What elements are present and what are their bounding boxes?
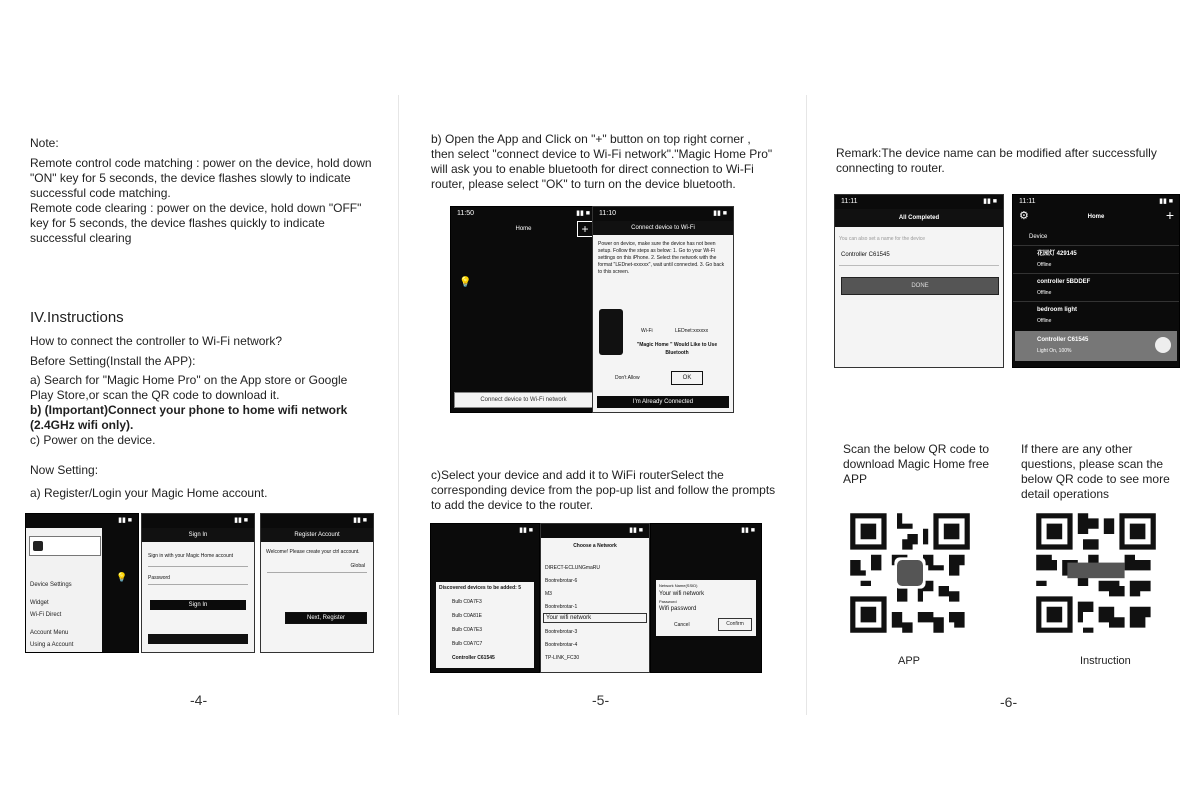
- page-4: [20, 90, 396, 720]
- register-button[interactable]: Next, Register: [285, 612, 367, 624]
- remark-text: Remark:The device name can be modified after successfully connecting to router.: [836, 146, 1157, 175]
- device-item[interactable]: Bulb C0A81E: [452, 613, 483, 619]
- page-5: [420, 90, 780, 720]
- account-box[interactable]: [29, 536, 101, 556]
- all-completed-title: All Completed: [835, 209, 1003, 227]
- before-setting: Before Setting(Install the APP):: [30, 354, 196, 368]
- page-number: -4-: [190, 692, 208, 708]
- home-title: Home: [515, 226, 532, 232]
- status-bar: 11:50 ▮▮ ■: [451, 207, 596, 221]
- step-a: a) Search for "Magic Home Pro" on the App store or Google Play Store,or scan the QR code to download it.: [30, 373, 348, 402]
- status-bar: 11:11 ▮▮ ■: [835, 195, 1003, 209]
- network-item-selected[interactable]: Your wifi network: [543, 613, 647, 623]
- device-item[interactable]: Bulb C0A7C7: [452, 641, 483, 647]
- menu-item[interactable]: Widget: [30, 600, 49, 606]
- dont-allow-button[interactable]: Don't Allow: [615, 375, 640, 381]
- status-bar: ▮▮ ■: [431, 524, 539, 538]
- status-bar: ▮▮ ■: [142, 514, 254, 528]
- menu-item[interactable]: Account Menu: [30, 630, 69, 636]
- page-fold: [806, 95, 807, 715]
- menu-item[interactable]: Device Settings: [30, 582, 72, 588]
- discovered-title: Discovered devices to be added: 5: [439, 585, 521, 591]
- step-c: c) Power on the device.: [30, 433, 156, 447]
- connect-instructions: Power on device, make sure the device has not been setup. Follow the steps as below: 1. Go to your Wi-Fi settings on this iPhone. 2. Select the network with the format "LEDnet-xxxxxx", wait until connected. 3. Go back to this screen.: [598, 241, 725, 275]
- ok-button[interactable]: OK: [671, 371, 703, 385]
- connect-title: Connect device to Wi-Fi: [593, 221, 733, 235]
- remote-match-text: Remote control code matching : power on the device, hold down "ON" key for 5 seconds, the device flashes slowly to indicate successful code matching.: [30, 156, 372, 200]
- power-icon[interactable]: [1155, 337, 1171, 353]
- bluetooth-prompt: "Magic Home " Would Like to Use Bluetooth: [636, 342, 718, 356]
- device-row[interactable]: controller 5BDDEF Offline: [1013, 273, 1179, 302]
- device-item[interactable]: Controller C61545: [452, 655, 495, 661]
- register-welcome: Welcome! Please create your ctrl account.: [266, 549, 360, 555]
- network-item[interactable]: M3: [545, 591, 552, 597]
- menu-item[interactable]: Wi-Fi Direct: [30, 612, 62, 618]
- bottom-bar: [148, 634, 248, 644]
- status-bar: 11:10 ▮▮ ■: [593, 207, 733, 221]
- page-fold: [398, 95, 399, 715]
- qr-app-text: Scan the below QR code to download Magic Home free APP: [843, 442, 990, 486]
- email-field[interactable]: [148, 566, 248, 567]
- cancel-button[interactable]: Cancel: [674, 622, 690, 628]
- status-bar: ▮▮ ■: [541, 524, 649, 538]
- status-bar: ▮▮ ■: [651, 524, 761, 538]
- register-screenshot: [260, 513, 374, 653]
- discovered-screenshot: [430, 523, 540, 673]
- done-button[interactable]: DONE: [841, 277, 999, 295]
- connect-screenshot: [592, 206, 734, 413]
- rename-hint: You can also set a name for the device: [839, 236, 925, 242]
- phone-illustration: [599, 309, 623, 355]
- remote-clear-text: Remote code clearing : power on the device, hold down "OFF" key for 5 seconds, the device flashes quickly to indicate successful clearing: [30, 201, 362, 245]
- phone-field[interactable]: [267, 572, 367, 573]
- discovered-popup: [436, 582, 534, 668]
- network-item[interactable]: Bootrebrotar-4: [545, 642, 578, 648]
- home-screenshot: [450, 206, 597, 413]
- device-row[interactable]: 花园灯 429145 Offline: [1013, 245, 1179, 274]
- ssid-label: LEDnet:xxxxxx: [675, 328, 709, 334]
- choose-network-title: Choose a Network: [573, 543, 617, 549]
- sign-in-title: Sign In: [142, 528, 254, 542]
- now-setting: Now Setting:: [30, 463, 99, 477]
- wifi-label: Wi-Fi: [641, 328, 653, 334]
- device-row-active[interactable]: Controller C61545 Light On, 100%: [1015, 331, 1177, 361]
- bulb-icon: 💡: [116, 572, 128, 582]
- password-heading: Password: [659, 599, 677, 604]
- note-heading: Note:: [30, 136, 59, 150]
- connect-device-button[interactable]: Connect device to Wi-Fi network: [454, 392, 593, 408]
- plus-icon[interactable]: +: [577, 221, 593, 237]
- page-number: -5-: [592, 692, 610, 708]
- completed-screenshot: [834, 194, 1004, 368]
- now-step-a: a) Register/Login your Magic Home account.: [30, 486, 268, 500]
- password-dialog: [656, 580, 756, 636]
- plus-icon[interactable]: +: [1165, 207, 1174, 223]
- device-section-label: Device: [1029, 234, 1048, 240]
- device-list-screenshot: [1012, 194, 1180, 368]
- sign-in-button[interactable]: Sign In: [150, 600, 246, 610]
- ssid-heading: Network Name(SSID): [659, 583, 698, 588]
- ssid-value: Your wifi network: [659, 591, 705, 597]
- bulb-icon: 💡: [459, 277, 472, 288]
- device-row[interactable]: bedroom light Offline: [1013, 301, 1179, 330]
- sign-in-subtitle: Sign in with your Magic Home account: [148, 553, 234, 559]
- confirm-button[interactable]: Confirm: [718, 618, 752, 631]
- wifi-password-input[interactable]: Wifi password: [659, 606, 697, 612]
- home-title: Home: [1087, 214, 1105, 220]
- avatar: [33, 541, 43, 551]
- menu-item[interactable]: Using a Account: [30, 642, 74, 648]
- gear-icon[interactable]: ⚙: [1019, 210, 1029, 222]
- section-title: IV.Instructions: [30, 309, 124, 326]
- network-screenshot: [540, 523, 650, 673]
- instruction-qr-code: [1031, 508, 1161, 638]
- network-item[interactable]: DIRECT-ECLUNGmaRU: [545, 565, 601, 571]
- question-text: How to connect the controller to Wi-Fi network?: [30, 334, 283, 348]
- status-bar: 11:11 ▮▮ ■: [1013, 195, 1179, 209]
- device-name-input[interactable]: Controller C61545: [839, 247, 999, 266]
- side-menu: [26, 528, 102, 652]
- device-item[interactable]: Bulb C0A7E3: [452, 627, 483, 633]
- page-6: [828, 90, 1188, 720]
- step-c-text: c)Select your device and add it to WiFi routerSelect the corresponding device from the pop-up list and follow the prompts to add the device to the router.: [431, 468, 776, 512]
- network-item[interactable]: Bootrebrotar-1: [545, 604, 578, 610]
- register-title: Register Account: [261, 528, 373, 542]
- app-qr-code: [845, 508, 975, 638]
- app-label: APP: [898, 655, 921, 667]
- password-field[interactable]: [148, 584, 248, 585]
- step-b-text: b) Open the App and Click on "+" button on top right corner , then select "connect device to Wi-Fi network"."Magic Home Pro" will ask you to enable bluetooth for direct connection to Wi-Fi router, please select "OK" to turn on the device bluetooth.: [431, 132, 773, 191]
- status-bar: ▮▮ ■: [26, 514, 138, 528]
- already-connected-button[interactable]: I'm Already Connected: [597, 396, 729, 408]
- region-select[interactable]: Global: [350, 563, 365, 569]
- instruction-label: Instruction: [1080, 655, 1131, 667]
- network-item[interactable]: TP-LINK_FC30: [545, 655, 580, 661]
- page-number: -6-: [1000, 694, 1018, 710]
- step-b: b) (Important)Connect your phone to home wifi network (2.4GHz wifi only).: [30, 403, 348, 432]
- qr-help-text: If there are any other questions, please scan the below QR code to see more detail operations: [1021, 442, 1170, 501]
- sign-in-screenshot: [141, 513, 255, 653]
- network-item[interactable]: Bootrebrotar-3: [545, 629, 578, 635]
- network-item[interactable]: Bootrebrotar-6: [545, 578, 578, 584]
- menu-screenshot: [25, 513, 139, 653]
- status-bar: ▮▮ ■: [261, 514, 373, 528]
- device-item[interactable]: Bulb C0A7F3: [452, 599, 482, 605]
- password-screenshot: [650, 523, 762, 673]
- password-label: Password: [148, 575, 170, 581]
